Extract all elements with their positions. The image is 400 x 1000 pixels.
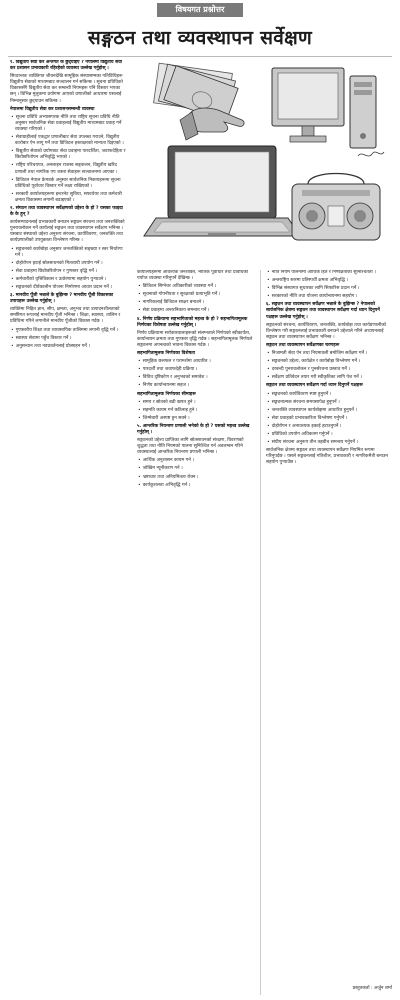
bullet-point: • राष्ट्रिय परिचयपत्र, अनलाइन राजस्व सङ्‍कलन, विद्युतीय खरिद प्रणाली तथा नागरिक एप जस्ता सेवाहरू सञ्चालनमा आएका । [10, 163, 126, 175]
bullet-point: • कर्मचारीको वृत्तिविकास र उत्प्रेरणामा सहयोग पुर्‍याउने । [10, 277, 126, 283]
bullet-point: • सङ्गठनको कार्यविवरण स्पष्ट हुनुपर्ने । [266, 392, 392, 398]
desktop-computer-icon [272, 68, 376, 148]
bullet-point: • निर्णय कार्यान्वयनमा सहज । [137, 383, 255, 389]
bullet-point: • सेवा प्रवाहमा छिटोछरितोपन र गुणस्तर वृद्धि गर्ने । [10, 269, 126, 275]
subheading: सङ्गठन तथा व्यवस्थापन सर्वेक्षण गर्दा ध्यान दिनुपर्ने पक्षहरू [266, 383, 363, 389]
laptop-icon [144, 146, 300, 236]
subheading: नेपालमा विद्युतीय सेवा कर प्रशासनसम्बन्धी व्यवस्था [10, 106, 95, 112]
bullet-point: • सामूहिक छलफल र परामर्शमा आधारित । [137, 359, 255, 365]
bullet-point: • स्वास्थ्य सेवामा पहुँच विस्तार गर्ने । [10, 336, 126, 342]
question: २. संगठन तथा व्यवस्थापन सर्वेक्षणको उद्देश्य के हो ? यसका फाइदा के के हुन् ? [10, 205, 123, 218]
headline-divider [8, 56, 392, 57]
bullet-point: • नीति नियम पालनामा आर्थिक हित र निष्पक्षताको सुनिश्चितता । [266, 270, 392, 276]
bullet-point: • सेवाग्राहीलाई एकद्वार प्रणालीबाट सेवा उपलब्ध गराउने, विद्युतीय कारोबार ऐन लागू गर्ने तथा डिजिटल हस्ताक्षरको मान्यता दिइएको । [10, 135, 126, 147]
bullet-point: • सूचना प्रविधि अभ्यासपरक नीति तथा राष्ट्रिय सूचना प्रविधि नीति अनुसार सार्वजनिक सेवा प्रवाहलाई विद्युतीय माध्यमबाट प्रवाह गर्ने व्यवस्था गरिएको । [10, 115, 126, 133]
bullet-point: • निजामती सेवा ऐन तथा नियमावली बमोजिम सर्वेक्षण गर्ने । [266, 351, 392, 357]
subheading: सङ्गठन तथा व्यवस्थापन सर्वेक्षणका चरणहरू [266, 342, 340, 348]
bullet-point: • सङ्गठनको कार्यबोझ अनुसार जनशक्तिको सङ्ख्या र स्तर निर्धारण गर्ने । [10, 247, 126, 259]
paragraph: सिध्दान्ततः व्यक्तिगत जीवनदेखि सामूहिक संस्थासम्मका गतिविधिहरू विद्युतीय सेवाको माध्यमबाट सञ्चालन गर्न सकिन्छ । सूचना प्रविधिको विकाससँगै विद्युतीय सेवा कर सम्बन्धी नियमहरू पनि विस्तार भएका छन् । विभिन्न मुलुकमा प्रयोगमा आएको प्रणालीको आधारमा यसलाई निम्नानुसार छुट्‍याउन सकिन्छ । [10, 74, 123, 104]
bullet-point: • दोहोरोपन र अनावश्यक इकाई हटाउनुपर्ने । [266, 424, 392, 430]
bullet-point: • जोखिम न्यूनीकरण गर्न । [137, 466, 255, 472]
bullet-point: • विद्युतीय सेवाको प्रयोगबाट सेवा प्रवाहमा पारदर्शिता, जवाफदेहिता र छिटोछरितोपन अभिवृद्धि भएको । [10, 149, 126, 161]
question: ६. सङ्गठन तथा व्यवस्थापन सर्वेक्षण भन्नाले के बुझिन्छ ? नेपालको सार्वजनिक क्षेत्रमा सङ्गठन तथा व्यवस्थापन सर्वेक्षण गर्दा ध्यान दिनुपर्ने पक्षहरू उल्लेख गर्नुहोस् । [266, 302, 380, 320]
bullet-point: • सर्वेक्षण प्रतिवेदन तयार गरी स्वीकृतिका लागि पेश गर्ने । [266, 375, 392, 381]
bullet-point: • नागरिकलाई डिजिटल साक्षर बनाउने । [137, 300, 255, 306]
bullet-point: • सूचनाको गोपनीयता र सुरक्षाको प्रत्याभूति गर्ने । [137, 292, 255, 298]
bullet-point: • समय र स्रोतको बढी खपत हुने । [137, 400, 255, 406]
bullet-point: • जनशक्ति व्यवस्थापन कार्यबोझमा आधारित हुनुपर्ने । [266, 408, 392, 414]
section-header-bar [0, 0, 400, 19]
bullet-point: • सहमति कायम गर्न कठिनाइ हुने । [137, 408, 255, 414]
bullet-point: • विभिन्न संस्थागत सुधारका लागि सिफारिस प्रदान गर्ने । [266, 286, 392, 292]
bullet-point: • भ्रष्टाचार तथा अनियमितता रोक्न । [137, 475, 255, 481]
headline: सङ्गठन तथा व्यवस्थापन सर्वेक्षण [87, 27, 313, 49]
paragraph: व्यक्तिमा निहित ज्ञान, सीप, क्षमता, अनुभव तथा उत्पादनशीलताको समष्टिगत रूपलाई मानवीय पूँजी भनिन्छ । शिक्षा, स्वास्थ्य, तालिम र प्रविधिमा गरिने लगानीले मानवीय पूँजीको विकास गर्दछ । [10, 307, 121, 325]
bullet-point: • विविध दृष्टिकोण र अनुभवको समावेश । [137, 375, 255, 381]
bullet-point: • सङ्गठनात्मक संरचना समयसापेक्ष हुनुपर्ने । [266, 400, 392, 406]
bullet-point: • दोहोरोपन हटाई स्रोतसाधनको मितव्ययी उपयोग गर्ने । [10, 261, 126, 267]
section-label: विषयगत प्रश्नोत्तर [157, 3, 243, 17]
bullet-point: • सेवा प्रवाहको प्रभावकारिता विश्लेषण गर्नुपर्ने । [266, 416, 392, 422]
bullet-point: • दरबन्दी पुनरावलोकन र पुनर्संरचना प्रस्ताव गर्ने । [266, 367, 392, 373]
radio-cassette-icon [292, 174, 380, 241]
column-divider [260, 270, 261, 995]
question: १. विद्युतीय सेवा कर अन्तर्गत के छुट्‍याइए ? नेपालमा विद्युतीय सेवा कर प्रशासन प्रभावकारी रहिरहेको व्यवस्था उल्लेख गर्नुहोस् । [10, 60, 122, 72]
bullet-point: • अनुसन्धान तथा नवप्रवर्तनलाई प्रोत्साहन गर्ने । [10, 344, 126, 350]
bullet-point: • आर्थिक अनुशासन कायम गर्न । [137, 458, 255, 464]
paragraph: कार्यालयहरूमा आवश्यक जनशक्ति, भौतिक पूर्वाधार तथा प्रविधिको पर्याप्त व्यवस्था गरिनुपर्ने देखिन्छ । [137, 270, 249, 282]
paragraph: सङ्गठनको उद्देश्य प्राप्तिका लागि स्रोतसाधनको संरक्षण, विवरणको शुद्धता तथा नीति नियमको पालना सुनिश्चित गर्न अवलम्बन गरिने व्यवस्थालाई आन्तरिक नियन्त्रण प्रणाली भनिन्छ । [137, 438, 244, 456]
article-column-1 [10, 60, 126, 995]
bullet-point: • सङ्गठनको दीर्घकालीन योजना निर्माणमा आधार प्रदान गर्ने । [10, 285, 126, 291]
artist-signature-icon [358, 152, 384, 156]
bullet-point: • संघीय संरचना अनुरूप तीन तहबीच समन्वय गर्नुपर्ने । [266, 440, 392, 446]
question: ३. मानवीय पूँजी भन्नाले के बुझिन्छ ? मानवीय पूँजी विकासका उपायहरू उल्लेख गर्नुहोस् । [10, 293, 114, 305]
subheading: सहभागितामूलक निर्णयका सीमाहरू [137, 391, 196, 397]
paragraph: निर्णय प्रक्रियामा सरोकारवालाहरूको संलग्नताले निर्णयको स्वीकार्यता, कार्यान्वयन क्षमता तथा गुणस्तर वृद्धि गर्दछ । सहभागितामूलक निर्णयले सङ्गठनमा अपनत्वको भावना विकास गर्दछ । [137, 330, 253, 348]
question: ४. निर्णय प्रक्रियामा सहभागिताको महत्त्व के हो ? सहभागितामूलक निर्णयका विशेषता उल्लेख गर्नुहोस् । [137, 316, 248, 328]
article-column-2 [137, 270, 255, 995]
subheading: सहभागितामूलक निर्णयका विशेषता [137, 351, 195, 357]
bullet-point: • सङ्गठनको उद्देश्य, कार्यक्षेत्र र कार्यबोझ विश्लेषण गर्ने । [266, 359, 392, 365]
bullet-point: • डिजिटल नेपाल फ्रेमवर्क अनुसार सार्वजनिक निकायहरूमा सूचना प्रविधिको पूर्वाधार विस्तार गर्ने लक्ष्य राखिएको । [10, 178, 126, 190]
bullet-point: • डिजिटल सिग्नेचर अधिकारीको व्यवस्था गर्ने । [137, 284, 255, 290]
article-column-3 [266, 270, 392, 995]
illustration [132, 60, 394, 268]
byline: प्रस्तुतकर्ता : अर्जुन शर्मा [352, 986, 392, 991]
bullet-point: • प्रविधिको उपयोग अधिकतम गर्नुपर्ने । [266, 432, 392, 438]
bullet-point: • कार्यकुशलता अभिवृद्धि गर्न । [137, 483, 255, 489]
question: ५. आन्तरिक नियन्त्रण प्रणाली भनेको के हो ? यसको महत्त्व उल्लेख गर्नुहोस् । [137, 423, 250, 435]
bullet-point: • अन्तराष्ट्रिय स्तरमा प्रतिस्पर्धी क्षमता अभिवृद्धि । [266, 278, 392, 284]
bullet-point: • सेवा प्रवाहमा अन्तरनिकाय समन्वय गर्ने । [137, 308, 255, 314]
hand-with-money-icon [154, 63, 245, 140]
paragraph: सङ्गठनको संरचना, कार्यविवरण, जनशक्ति, कार्यबोझ तथा कार्यप्रणालीको विश्लेषण गरी सङ्गठनलाई प्रभावकारी बनाउने उद्देश्यले गरिने अध्ययनलाई सङ्गठन तथा व्यवस्थापन सर्वेक्षण भनिन्छ । [266, 322, 386, 340]
paragraph: सार्वजनिक क्षेत्रमा सङ्गठन तथा व्यवस्थापन सर्वेक्षण नियमित रूपमा गरिनुपर्दछ । यसले सङ्गठनलाई गतिशील, प्रभावकारी र नागरिकमैत्री बनाउन सहयोग पुर्‍याउँछ । [266, 448, 388, 466]
bullet-point: • पारदर्शी तथा जवाफदेही प्रक्रिया । [137, 367, 255, 373]
bullet-point: • गुणस्तरीय शिक्षा तथा व्यावसायिक तालिममा लगानी वृद्धि गर्ने । [10, 328, 126, 334]
bullet-point: • सरकारको नीति तथा योजना कार्यान्वयनमा सहयोग । [266, 294, 392, 300]
paragraph: कार्यसम्पादनलाई प्रभावकारी बनाउन सङ्गठन संरचना तथा जनशक्तिको पुनरावलोकन गर्ने कार्यलाई सङ्गठन तथा व्यवस्थापन सर्वेक्षण भनिन्छ । यसबाट संस्थाको उद्देश्य अनुरूप संरचना, कार्यविवरण, जनशक्ति तथा कार्यप्रणालीको उपयुक्तता विश्लेषण गरिन्छ । [10, 220, 125, 244]
bullet-point: • सरकारी कार्यालयहरूमा इन्टरनेट सुविधा, सफ्टवेयर तथा कर्मचारी क्षमता विकासमा लगानी बढाइएको । [10, 192, 126, 204]
bullet-point: • जिम्मेवारी अस्पष्ट हुन सक्ने । [137, 416, 255, 422]
